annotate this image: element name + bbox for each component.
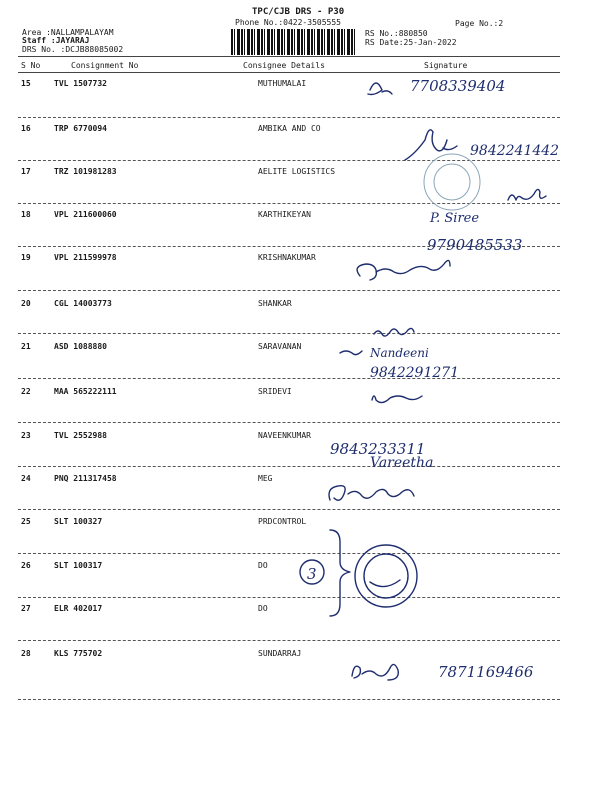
row-consignee: SARAVANAN xyxy=(258,342,302,351)
signature-row24 xyxy=(329,486,414,501)
handwritten-name: Vareetha xyxy=(370,455,434,471)
row-sno: 16 xyxy=(21,124,31,133)
signature-row28 xyxy=(352,664,398,680)
phone-number: Phone No.:0422-3505555 xyxy=(235,18,341,27)
handwritten-mark: 3 xyxy=(307,565,317,583)
row-consignment: TVL 2552988 xyxy=(54,431,107,440)
signature-row16 xyxy=(405,130,457,160)
handwritten-phone: 9842241442 xyxy=(470,143,560,159)
staff-label: Staff :JAYARAJ xyxy=(22,36,90,45)
signature-row19 xyxy=(357,260,450,280)
page-number: Page No.:2 xyxy=(455,19,504,28)
row-consignee: MUTHUMALAI xyxy=(258,79,307,88)
report-title: TPC/CJB DRS - P30 xyxy=(252,7,345,17)
row-consignee: PRDCONTROL xyxy=(258,517,307,526)
row-sno: 17 xyxy=(21,167,31,176)
handwritten-phone: 7871169466 xyxy=(438,663,534,681)
circled-mark xyxy=(300,560,324,584)
row-sno: 28 xyxy=(21,649,31,658)
row-consignment: ASD 1088880 xyxy=(54,342,107,351)
row-consignment: PNQ 211317458 xyxy=(54,474,117,483)
row-consignment: SLT 100317 xyxy=(54,561,103,570)
row-consignment: VPL 211600060 xyxy=(54,210,117,219)
row-sno: 24 xyxy=(21,474,31,483)
row-sno: 23 xyxy=(21,431,31,440)
row-consignment: KLS 775702 xyxy=(54,649,103,658)
drs-number: DRS No. :DCJB88085002 xyxy=(22,45,124,54)
row-consignment: ELR 402017 xyxy=(54,604,103,613)
rs-date: RS Date:25-Jan-2022 xyxy=(365,38,457,47)
row-consignee: KRISHNAKUMAR xyxy=(258,253,316,262)
handwritten-phone: 9842291271 xyxy=(370,365,460,381)
row-consignee: AELITE LOGISTICS xyxy=(258,167,336,176)
stamp-faint-icon xyxy=(424,154,480,210)
handwritten-phone: 7708339404 xyxy=(410,77,506,95)
row-consignee: AMBIKA AND CO xyxy=(258,124,321,133)
row-sno: 26 xyxy=(21,561,31,570)
col-consignment-header: Consignment No xyxy=(71,61,139,70)
row-sno: 27 xyxy=(21,604,31,613)
row-consignee: SHANKAR xyxy=(258,299,292,308)
stamp-round-icon xyxy=(355,545,417,607)
row-sno: 25 xyxy=(21,517,31,526)
row-sno: 18 xyxy=(21,210,31,219)
col-signature-header: Signature xyxy=(424,61,468,70)
signature-row22 xyxy=(372,396,422,403)
row-consignee: SUNDARRAJ xyxy=(258,649,302,658)
row-consignee: MEG xyxy=(258,474,273,483)
handwritten-name: Nandeeni xyxy=(370,346,429,360)
row-consignee: DO xyxy=(258,604,268,613)
handwritten-phone: 9843233311 xyxy=(330,440,426,458)
row-consignment: TVL 1507732 xyxy=(54,79,107,88)
row-consignee: DO xyxy=(258,561,268,570)
row-consignment: CGL 14003773 xyxy=(54,299,112,308)
row-consignment: MAA 565222111 xyxy=(54,387,117,396)
row-consignment: VPL 211599978 xyxy=(54,253,117,262)
brace-bracket xyxy=(330,530,350,616)
row-consignment: TRP 6770094 xyxy=(54,124,107,133)
col-sno-header: S No xyxy=(21,61,41,70)
row-consignee: NAVEENKUMAR xyxy=(258,431,311,440)
rs-number: RS No.:880850 xyxy=(365,29,428,38)
row-consignee: SRIDEVI xyxy=(258,387,292,396)
row-sno: 22 xyxy=(21,387,31,396)
row-sno: 20 xyxy=(21,299,31,308)
signature-row21-name xyxy=(340,351,362,355)
row-sno: 21 xyxy=(21,342,31,351)
col-consignee-header: Consignee Details xyxy=(243,61,325,70)
row-sno: 15 xyxy=(21,79,31,88)
signature-row17 xyxy=(508,189,546,200)
handwritten-name: P. Siree xyxy=(430,211,480,226)
row-consignment: SLT 100327 xyxy=(54,517,103,526)
row-sno: 19 xyxy=(21,253,31,262)
row-consignment: TRZ 101981283 xyxy=(54,167,117,176)
signature-row15 xyxy=(368,83,392,95)
row-consignee: KARTHIKEYAN xyxy=(258,210,311,219)
area-label: Area :NALLAMPALAYAM xyxy=(22,28,114,37)
handwritten-phone: 9790485533 xyxy=(427,236,523,254)
signature-row21-top xyxy=(374,328,414,336)
